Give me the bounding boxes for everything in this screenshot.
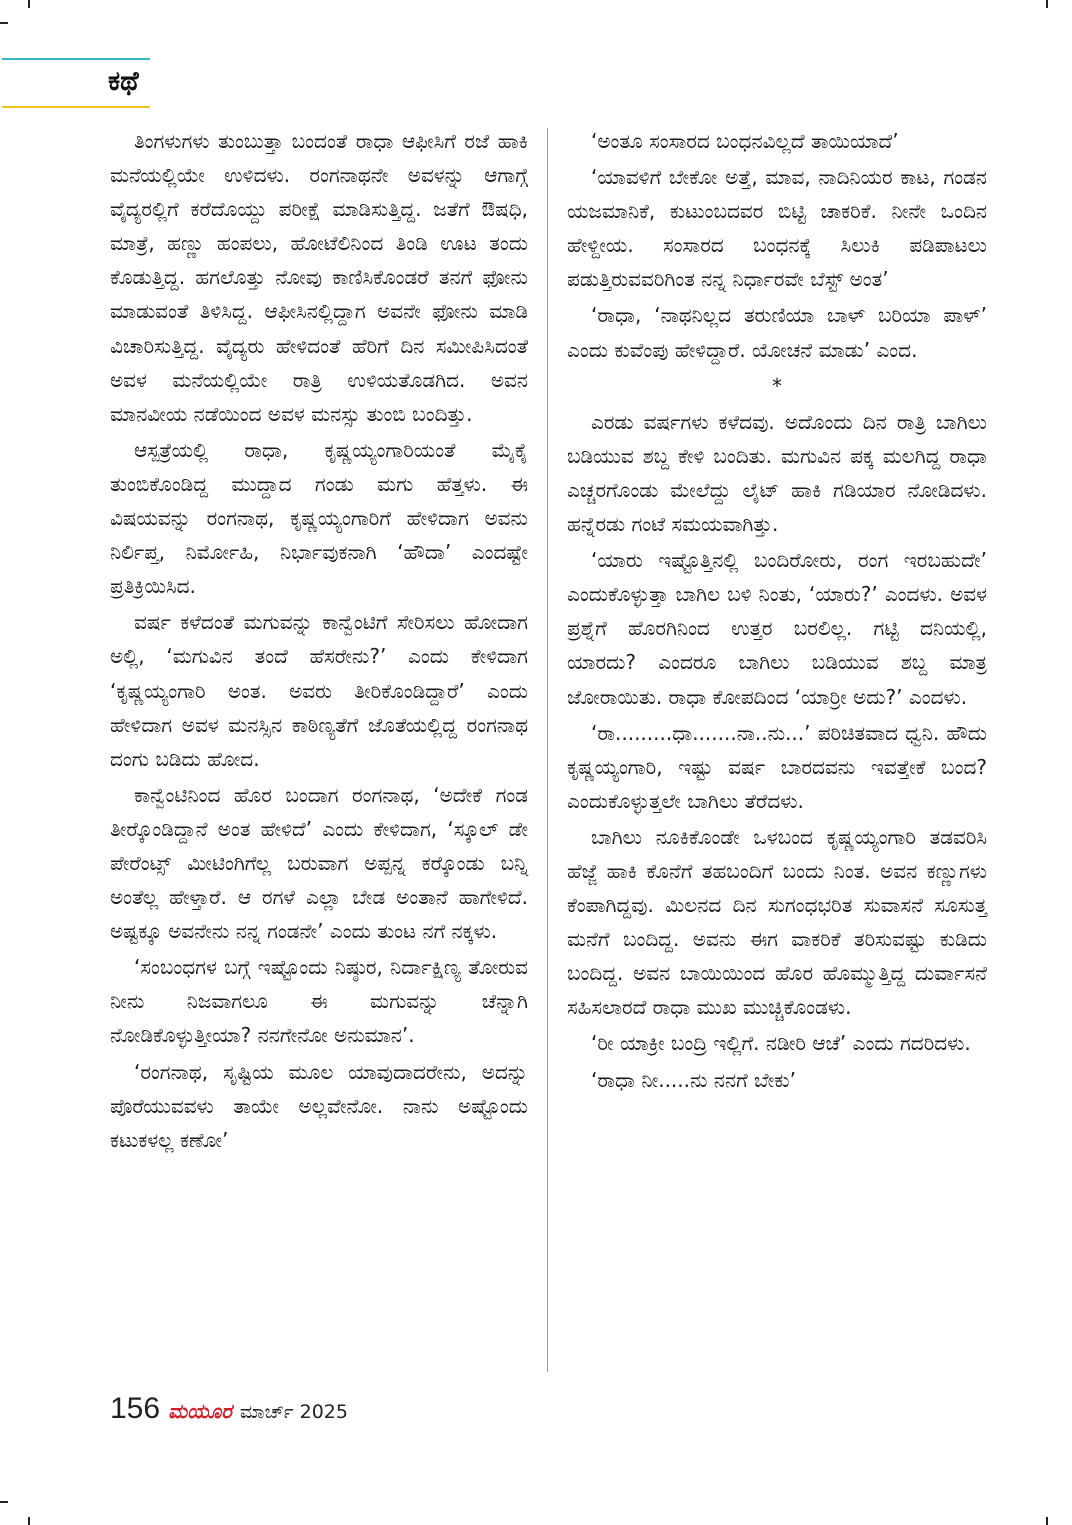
crop-mark (1046, 0, 1048, 8)
paragraph: ಆಸ್ಪತ್ರೆಯಲ್ಲಿ ರಾಧಾ, ಕೃಷ್ಣಯ್ಯಂಗಾರಿಯಂತೆ ಮೈಕೈ ತುಂಬಿಕೊಂಡಿದ್ದ ಮುದ್ದಾದ ಗಂಡು ಮಗು ಹೆತ್ತಳು. ಈ ವಿಷಯವನ್ನು ರಂಗನಾಥ, ಕೃಷ್ಣಯ್ಯಂಗಾರಿಗೆ ಹೇಳಿದಾಗ ಅವನು ನಿರ್ಲಿಪ್ತ, ನಿರ್ಮೋಹಿ, ನಿರ್ಭಾವುಕನಾಗಿ ‘ಹೌದಾ’ ಎಂದಷ್ಟೇ ಪ್ರತಿಕ್ರಿಯಿಸಿದ. (110, 437, 528, 599)
crop-mark (28, 1517, 30, 1525)
section-rule-bottom (2, 106, 150, 108)
crop-mark (1046, 1517, 1048, 1525)
paragraph: ‘ಯಾವಳಿಗೆ ಬೇಕೋ ಅತ್ತೆ, ಮಾವ, ನಾದಿನಿಯರ ಕಾಟ, ಗಂಡನ ಯಜಮಾನಿಕೆ, ಕುಟುಂಬದವರ ಬಿಟ್ಟಿ ಚಾಕರಿಕೆ. ನೀನೇ ಒಂದಿನ ಹೇಳ್ದೀಯ. ಸಂಸಾರದ ಬಂಧನಕ್ಕೆ ಸಿಲುಕಿ ಪಡಿಪಾಟಲು ಪಡುತ್ತಿರುವವರಿಗಿಂತ ನನ್ನ ನಿರ್ಧಾರವೇ ಬೆಸ್ಟ್ ಅಂತ’ (567, 165, 987, 292)
right-column (567, 124, 987, 1099)
paragraph: ತಿಂಗಳುಗಳು ತುಂಬುತ್ತಾ ಬಂದಂತೆ ರಾಧಾ ಆಫೀಸಿಗೆ ರಜೆ ಹಾಕಿ ಮನೆಯಲ್ಲಿಯೇ ಉಳಿದಳು. ರಂಗನಾಥನೇ ಅವಳನ್ನು ಆಗಾಗ್ಗೆ ವೈದ್ಯರಲ್ಲಿಗೆ ಕರೆದೊಯ್ದು ಪರೀಕ್ಷೆ ಮಾಡಿಸುತ್ತಿದ್ದ. ಜತೆಗೆ ಔಷಧಿ, ಮಾತ್ರೆ, ಹಣ್ಣು ಹಂಪಲು, ಹೋಟೆಲಿನಿಂದ ತಿಂಡಿ ಊಟ ತಂದು ಕೊಡುತ್ತಿದ್ದ. ಹಗಲೊತ್ತು ನೋವು ಕಾಣಿಸಿಕೊಂಡರೆ ತನಗೆ ಫೋನು ಮಾಡುವಂತೆ ತಿಳಿಸಿದ್ದ. ಆಫೀಸಿನಲ್ಲಿದ್ದಾಗ ಅವನೇ ಫೋನು ಮಾಡಿ ವಿಚಾರಿಸುತ್ತಿದ್ದ. ವೈದ್ಯರು ಹೇಳಿದಂತೆ ಹೆರಿಗೆ ದಿನ ಸಮೀಪಿಸಿದಂತೆ ಅವಳ ಮನೆಯಲ್ಲಿಯೇ ರಾತ್ರಿ ಉಳಿಯತೊಡಗಿದ. ಅವನ ಮಾನವೀಯ ನಡೆಯಿಂದ ಅವಳ ಮನಸ್ಸು ತುಂಬಿ ಬಂದಿತ್ತು. (110, 129, 528, 426)
issue-date: ಮಾರ್ಚ್ 2025 (239, 1401, 348, 1423)
paragraph: ‘ರಾ.........ಧಾ.......ನಾ..ನು...’ ಪರಿಚಿತವಾದ ಧ್ವನಿ. ಹೌದು ಕೃಷ್ಣಯ್ಯಂಗಾರಿ, ಇಷ್ಟು ವರ್ಷ ಬಾರದವನು ಇವತ್ತೇಕೆ ಬಂದ? ಎಂದುಕೊಳ್ಳುತ್ತಲೇ ಬಾಗಿಲು ತೆರೆದಳು. (567, 720, 987, 813)
paragraph: ‘ಸಂಬಂಧಗಳ ಬಗ್ಗೆ ಇಷ್ಟೊಂದು ನಿಷ್ಠುರ, ನಿರ್ದಾಕ್ಷಿಣ್ಯ ತೋರುವ ನೀನು ನಿಜವಾಗಲೂ ಈ ಮಗುವನ್ನು ಚೆನ್ನಾಗಿ ನೋಡಿಕೊಳ್ಳುತ್ತೀಯಾ? ನನಗೇನೋ ಅನುಮಾನ’. (110, 955, 528, 1048)
paragraph: ಬಾಗಿಲು ನೂಕಿಕೊಂಡೇ ಒಳಬಂದ ಕೃಷ್ಣಯ್ಯಂಗಾರಿ ತಡವರಿಸಿ ಹೆಜ್ಜೆ ಹಾಕಿ ಕೊನೆಗೆ ತಹಬಂದಿಗೆ ಬಂದು ನಿಂತ. ಅವನ ಕಣ್ಣುಗಳು ಕೆಂಪಾಗಿದ್ದವು. ಮಿಲನದ ದಿನ ಸುಗಂಧಭರಿತ ಸುವಾಸನೆ ಸೂಸುತ್ತ ಮನೆಗೆ ಬಂದಿದ್ದ. ಅವನು ಈಗ ವಾಕರಿಕೆ ತರಿಸುವಷ್ಟು ಕುಡಿದು ಬಂದಿದ್ದ. ಅವನ ಬಾಯಿಯಿಂದ ಹೊರ ಹೊಮ್ಮುತ್ತಿದ್ದ ದುರ್ವಾಸನೆ ಸಹಿಸಲಾರದೆ ರಾಧಾ ಮುಖ ಮುಚ್ಚಿಕೊಂಡಳು. (567, 824, 987, 1020)
column-divider (547, 128, 548, 1372)
section-label: ಕಥೆ (108, 66, 139, 97)
section-rule-top (2, 58, 150, 60)
paragraph: ‘ಅಂತೂ ಸಂಸಾರದ ಬಂಧನವಿಲ್ಲದೆ ತಾಯಿಯಾದೆ’ (591, 129, 899, 153)
paragraph: ‘ರಂಗನಾಥ, ಸೃಷ್ಟಿಯ ಮೂಲ ಯಾವುದಾದರೇನು, ಅದನ್ನು ಪೊರೆಯುವವಳು ತಾಯೇ ಅಲ್ಲವೇನೋ. ನಾನು ಅಷ್ಟೊಂದು ಕಟುಕಳಲ್ಲ ಕಣೋ’ (110, 1059, 528, 1152)
paragraph: ಎರಡು ವರ್ಷಗಳು ಕಳೆದವು. ಅದೊಂದು ದಿನ ರಾತ್ರಿ ಬಾಗಿಲು ಬಡಿಯುವ ಶಬ್ದ ಕೇಳಿ ಬಂದಿತು. ಮಗುವಿನ ಪಕ್ಕ ಮಲಗಿದ್ದ ರಾಧಾ ಎಚ್ಚರಗೊಂಡು ಮೇಲೆದ್ದು ಲೈಟ್ ಹಾಕಿ ಗಡಿಯಾರ ನೋಡಿದಳು. ಹನ್ನೆರಡು ಗಂಟೆ ಸಮಯವಾಗಿತ್ತು. (567, 409, 987, 537)
paragraph: ‘ರಾಧಾ, ‘ನಾಥನಿಲ್ಲದ ತರುಣಿಯಾ ಬಾಳ್ ಬರಿಯಾ ಪಾಳ್’ ಎಂದು ಕುವೆಂಪು ಹೇಳಿದ್ದಾರೆ. ಯೋಚನೆ ಮಾಡು’ ಎಂದ. (567, 303, 987, 362)
magazine-logo: ಮಯೂರ (168, 1399, 232, 1423)
paragraph: ‘ಯಾರು ಇಷ್ಟೊತ್ತಿನಲ್ಲಿ ಬಂದಿರೋರು, ರಂಗ ಇರಬಹುದೇ’ ಎಂದುಕೊಳ್ಳುತ್ತಾ ಬಾಗಿಲ ಬಳಿ ನಿಂತು, ‘ಯಾರು?’ ಎಂದಳು. ಅವಳ ಪ್ರಶ್ನೆಗೆ ಹೊರಗಿನಿಂದ ಉತ್ತರ ಬರಲಿಲ್ಲ. ಗಟ್ಟಿ ದನಿಯಲ್ಲಿ, ಯಾರದು? ಎಂದರೂ ಬಾಗಿಲು ಬಡಿಯುವ ಶಬ್ದ ಮಾತ್ರ ಜೋರಾಯಿತು. ರಾಧಾ ಕೋಪದಿಂದ ‘ಯಾರ್‍ರೀ ಅದು?’ ಎಂದಳು. (567, 548, 987, 709)
left-column (110, 124, 528, 1159)
paragraph: ‘ರಾಧಾ ನೀ.....ನು ನನಗೆ ಬೇಕು’ (591, 1067, 796, 1092)
crop-mark (0, 22, 8, 24)
paragraph: ವರ್ಷ ಕಳೆದಂತೆ ಮಗುವನ್ನು ಕಾನ್ವೆಂಟಿಗೆ ಸೇರಿಸಲು ಹೋದಾಗ ಅಲ್ಲಿ, ‘ಮಗುವಿನ ತಂದೆ ಹೆಸರೇನು?’ ಎಂದು ಕೇಳಿದಾಗ ‘ಕೃಷ್ಣಯ್ಯಂಗಾರಿ ಅಂತ. ಅವರು ತೀರಿಕೊಂಡಿದ್ದಾರೆ’ ಎಂದು ಹೇಳಿದಾಗ ಅವಳ ಮನಸ್ಸಿನ ಕಾಠಿಣ್ಯತೆಗೆ ಜೊತೆಯಲ್ಲಿದ್ದ ರಂಗನಾಥ ದಂಗು ಬಡಿದು ಹೋದ. (110, 610, 528, 771)
crop-mark (0, 1501, 8, 1503)
crop-mark (28, 0, 30, 8)
scene-break-star: * (772, 373, 782, 398)
paragraph: ಕಾನ್ವೆಂಟಿನಿಂದ ಹೊರ ಬಂದಾಗ ರಂಗನಾಥ, ‘ಅದೇಕೆ ಗಂಡ ತೀರ್‍ಕೊಂಡಿದ್ದಾನೆ ಅಂತ ಹೇಳಿದೆ’ ಎಂದು ಕೇಳಿದಾಗ, ‘ಸ್ಕೂಲ್ ಡೇ ಪೇರೆಂಟ್ಸ್ ಮೀಟಿಂಗಿಗೆಲ್ಲ ಬರುವಾಗ ಅಪ್ಪನ್ನ ಕರ್‍ಕೊಂಡು ಬನ್ನಿ ಅಂತೆಲ್ಲ ಹೇಳ್ತಾರೆ. ಆ ರಗಳೆ ಎಲ್ಲಾ ಬೇಡ ಅಂತಾನೆ ಹಾಗೇಳಿದೆ. ಅಷ್ಟಕ್ಕೂ ಅವನೇನು ನನ್ನ ಗಂಡನೇ’ ಎಂದು ತುಂಟ ನಗೆ ನಕ್ಕಳು. (110, 782, 528, 944)
page-footer (110, 1392, 348, 1426)
paragraph: ‘ರೀ ಯಾಕ್ರೀ ಬಂದ್ರಿ ಇಲ್ಲಿಗೆ. ನಡೀರಿ ಆಚೆ’ ಎಂದು ಗದರಿದಳು. (591, 1031, 971, 1056)
page-number: 156 (110, 1392, 161, 1425)
